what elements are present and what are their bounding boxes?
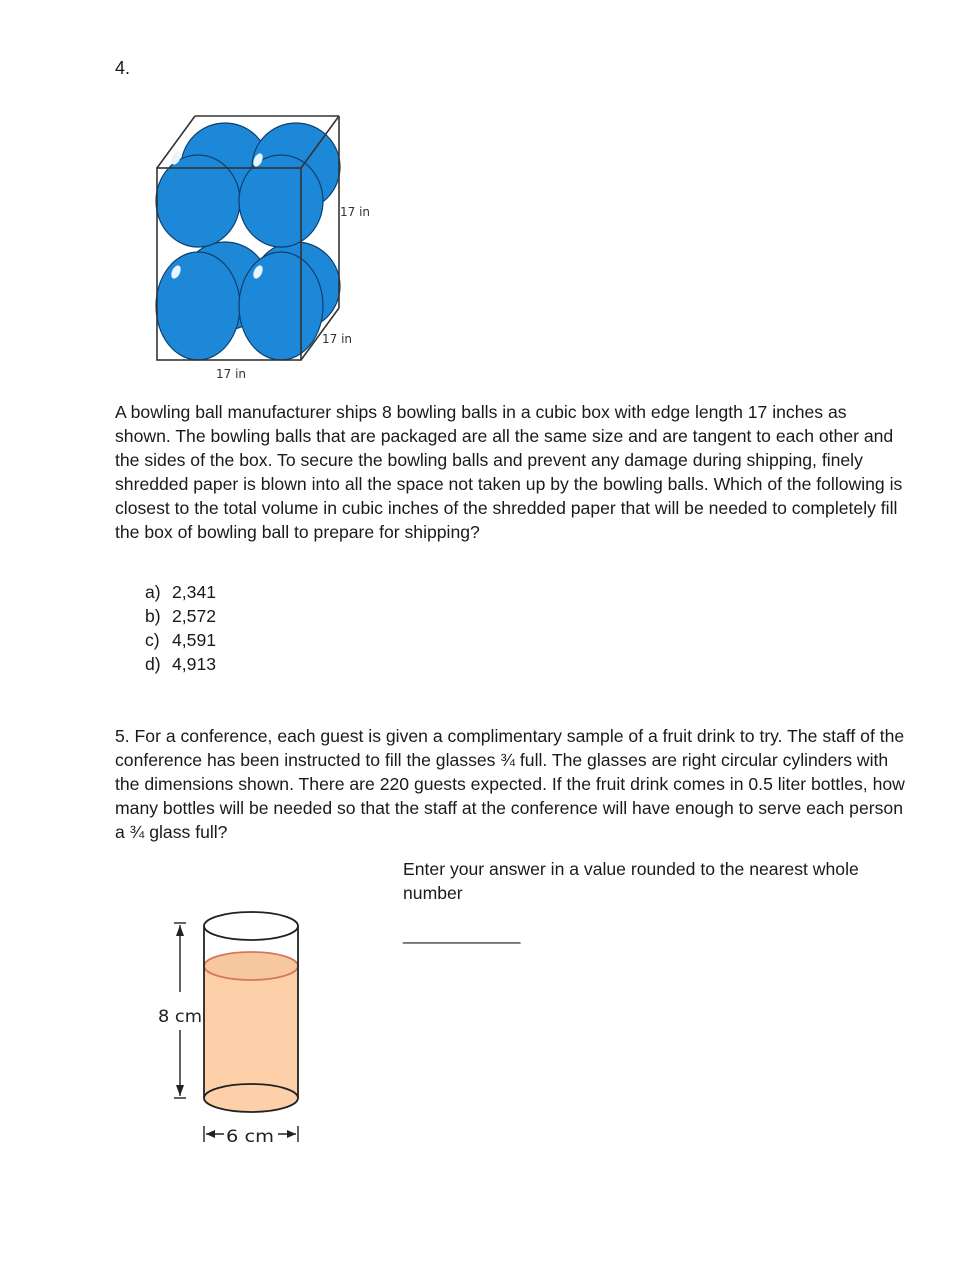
- drink-fill: [204, 966, 298, 1112]
- width-label: 17 in: [216, 367, 247, 381]
- choice-c[interactable]: c) 4,591: [145, 630, 217, 650]
- question-5-text: 5. For a conference, each guest is given a complimentary sample of a fruit drink to try. The staff of the conference has been instructed to fill the glasses ¾ full. The glasses are right circular cylinders with the dimensions shown. There are 220 guests expected. If the fruit drink comes in 0.5 liter bottles, how many bottles will be needed so that the staff at the conference will have enough to serve each person a ¾ glass full?: [115, 726, 905, 842]
- choice-a[interactable]: a) 2,341: [145, 582, 217, 602]
- drink-surface: [204, 952, 298, 980]
- answer-instruction: Enter your answer in a value rounded to the nearest whole number: [403, 859, 859, 903]
- choice-b[interactable]: b) 2,572: [145, 606, 217, 626]
- answer-blank[interactable]: ____________: [403, 924, 521, 944]
- question-4-choices: [145, 580, 216, 676]
- height-label: 17 in: [340, 205, 371, 219]
- depth-label: 17 in: [322, 332, 353, 346]
- glass-cylinder-figure: [150, 900, 320, 1160]
- glass-diameter-label: 6 cm: [226, 1127, 274, 1147]
- bowling-ball-box-figure: [150, 110, 380, 390]
- question-4-number: 4.: [115, 58, 131, 78]
- question-4-text: A bowling ball manufacturer ships 8 bowling balls in a cubic box with edge length 17 inches as shown. The bowling balls that are packaged are all the same size and are tangent to each other and the sides of the box. To secure the bowling balls and prevent any damage during shipping, finely shredded paper is blown into all the space not taken up by the bowling balls. Which of the following is closest to the total volume in cubic inches of the shredded paper that will be needed to completely fill the box of bowling ball to prepare for shipping?: [115, 402, 903, 542]
- glass-top-rim: [204, 912, 298, 940]
- glass-height-label: 8 cm: [158, 1007, 202, 1027]
- choice-d[interactable]: d) 4,913: [145, 654, 217, 674]
